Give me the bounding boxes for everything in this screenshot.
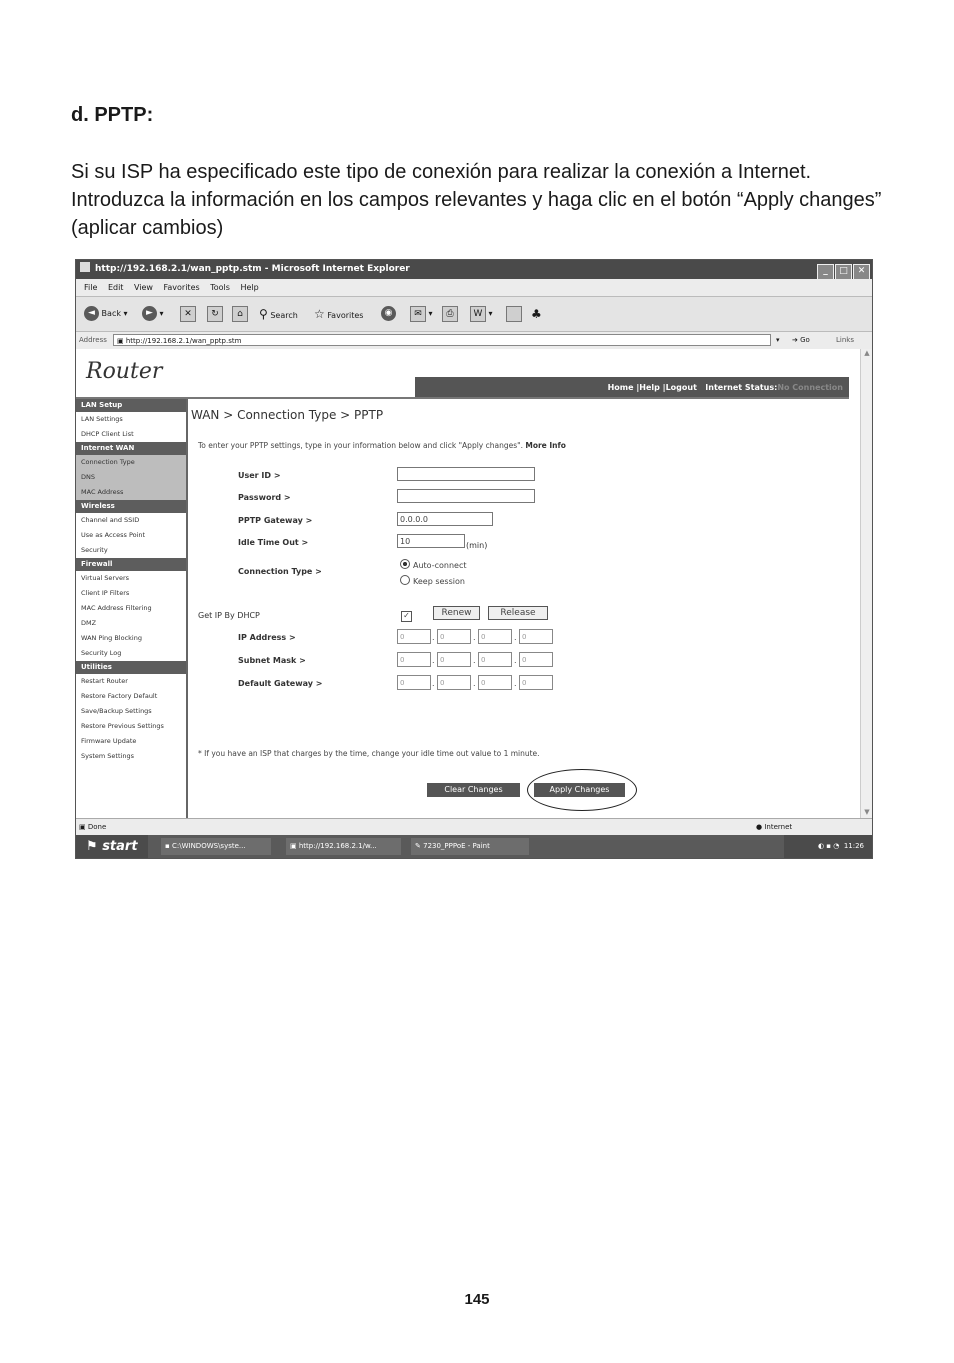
edit-button[interactable]: W ▾ — [470, 305, 493, 323]
idle-time-input[interactable]: 10 — [397, 534, 465, 548]
maximize-icon[interactable]: □ — [835, 264, 852, 280]
scroll-down-icon[interactable]: ▼ — [864, 808, 870, 816]
close-icon[interactable]: ✕ — [853, 264, 870, 280]
clear-changes-button[interactable]: Clear Changes — [427, 783, 520, 797]
status-text: Done — [87, 823, 107, 831]
menu-tools[interactable]: Tools — [210, 283, 230, 292]
home-icon: ⌂ — [232, 306, 248, 322]
stop-button[interactable] — [180, 305, 196, 323]
window-title: http://192.168.2.1/wan_pptp.stm - Microsoft Internet Explorer — [95, 264, 410, 274]
media-icon: ◉ — [381, 306, 396, 321]
menu-view[interactable]: View — [133, 283, 153, 292]
sidebar-item[interactable]: Client IP Filters — [81, 589, 130, 597]
sidebar-item[interactable]: Connection Type — [76, 455, 186, 470]
address-label: Address — [79, 336, 107, 344]
dhcp-checkbox[interactable]: ✓ — [401, 611, 412, 622]
internet-status-value: No Connection — [777, 383, 843, 392]
search-button[interactable]: ⚲ Search — [259, 307, 298, 321]
sidebar-section-header: LAN Setup — [76, 399, 186, 412]
mail-button[interactable]: ✉ ▾ — [410, 305, 433, 323]
sidebar-item[interactable]: DMZ — [81, 619, 97, 627]
internet-status-label: Internet Status: — [705, 383, 778, 392]
media-button[interactable] — [381, 305, 396, 323]
instructions: To enter your PPTP settings, type in your information below and click "Apply changes". More Info — [198, 441, 566, 450]
menu-help[interactable]: Help — [240, 283, 259, 292]
mask-octet-1[interactable]: 0 — [397, 652, 431, 667]
sidebar-item[interactable]: Restart Router — [81, 677, 128, 685]
clock: 11:26 — [843, 842, 864, 850]
sidebar-item[interactable]: Save/Backup Settings — [81, 707, 152, 715]
sidebar-item[interactable]: WAN Ping Blocking — [81, 634, 142, 642]
forward-arrow-icon: ► — [142, 306, 157, 321]
sidebar-section-header: Utilities — [76, 661, 186, 674]
back-button[interactable]: ◄ Back ▾ — [84, 305, 128, 323]
idle-footnote: * If you have an ISP that charges by the time, change your idle time out value to 1 minute. — [198, 749, 540, 758]
sidebar-item[interactable]: DNS — [76, 470, 186, 485]
subnet-mask-label: Subnet Mask > — [238, 656, 306, 665]
star-icon: ☆ — [314, 307, 325, 321]
sidebar-item[interactable]: MAC Address — [76, 485, 186, 500]
go-button[interactable]: ➔ Go — [792, 336, 810, 344]
dhcp-label: Get IP By DHCP — [198, 611, 260, 620]
windows-flag-icon: ⚑ — [86, 839, 98, 854]
address-bar — [76, 331, 872, 349]
print-button[interactable] — [442, 305, 458, 323]
idle-time-label: Idle Time Out > — [238, 538, 309, 547]
page-done-icon: ▣ — [79, 823, 86, 831]
scroll-up-icon[interactable]: ▲ — [864, 349, 870, 357]
top-nav — [415, 377, 849, 397]
forward-button[interactable]: ► ▾ — [142, 305, 164, 323]
more-info-link[interactable]: More Info — [525, 441, 566, 450]
refresh-button[interactable] — [207, 305, 223, 323]
sidebar-item[interactable]: LAN Settings — [81, 415, 123, 423]
minimize-icon[interactable]: _ — [817, 264, 834, 280]
mask-octet-2[interactable]: 0 — [437, 652, 471, 667]
sidebar-section-header: Firewall — [76, 558, 186, 571]
intro-paragraph: Si su ISP ha especificado este tipo de conexión para realizar la conexión a Internet. Introduzca la información en los campos relevantes y haga clic en el botón “Apply changes” (aplicar cambios) — [71, 161, 882, 239]
globe-icon: ● — [756, 823, 763, 831]
start-button[interactable]: ⚑ start — [76, 835, 148, 858]
sidebar — [76, 399, 188, 818]
discuss-icon — [506, 306, 522, 322]
page-title: WAN > Connection Type > PPTP — [191, 408, 384, 422]
window-titlebar — [76, 260, 872, 279]
connection-type-label: Connection Type > — [238, 567, 322, 576]
browser-icon: ▣ — [290, 842, 297, 850]
discuss-button[interactable] — [506, 305, 522, 323]
sidebar-item[interactable]: MAC Address Filtering — [81, 604, 152, 612]
ip-octet-2[interactable]: 0 — [437, 629, 471, 644]
menu-edit[interactable]: Edit — [107, 283, 124, 292]
section-heading: d. PPTP: — [71, 104, 154, 126]
menu-bar — [76, 279, 872, 296]
release-button[interactable]: Release — [488, 606, 548, 620]
task-cmd[interactable]: ▪ C:\WINDOWS\syste... — [161, 838, 271, 855]
address-input[interactable]: ▣ http://192.168.2.1/wan_pptp.stm — [113, 334, 771, 346]
ie-icon — [80, 262, 90, 272]
sidebar-item[interactable]: Channel and SSID — [81, 516, 140, 524]
print-icon: ⎙ — [442, 306, 458, 322]
menu-favorites[interactable]: Favorites — [163, 283, 200, 292]
browser-screenshot — [75, 259, 873, 859]
internet-zone: ● Internet — [756, 823, 793, 831]
idle-time-unit: (min) — [466, 541, 488, 550]
cmd-icon: ▪ — [165, 842, 170, 850]
go-arrow-icon: ➔ — [792, 336, 798, 344]
sidebar-item[interactable]: Virtual Servers — [81, 574, 130, 582]
address-dropdown-icon[interactable]: ▾ — [776, 336, 780, 344]
ip-octet-3[interactable]: 0 — [478, 629, 512, 644]
renew-button[interactable]: Renew — [433, 606, 480, 620]
toolbar — [76, 296, 872, 331]
system-tray — [784, 835, 872, 858]
menu-file[interactable]: File — [84, 283, 98, 292]
page-number: 145 — [464, 1291, 490, 1308]
password-label: Password > — [238, 493, 291, 502]
tray-icons: ◐ ▪ ◔ — [817, 842, 840, 850]
content-area: WAN > Connection Type > PPTP To enter your PPTP settings, type in your information below and click "Apply changes". More Info User ID > Password > PPTP Gateway > 0.0.0.0 Idle Time Out > 10 (min) Connection Type > Auto-connect Keep session Get IP By DHCP ✓ Renew Release IP Address > 0 . 0 . 0 . 0 Subnet Mask > 0 . 0 . 0 . 0 Default Gateway > 0 . 0 . 0 . 0 * If you have an ISP that charges by the time, change your idle time out value to 1 minute. Clear Changes Apply Changes — [188, 399, 848, 818]
home-button[interactable] — [232, 305, 248, 323]
back-arrow-icon: ◄ — [84, 306, 99, 321]
links-button[interactable]: Links — [836, 336, 854, 344]
user-id-input[interactable] — [397, 467, 535, 481]
sidebar-item[interactable]: Security — [81, 546, 108, 554]
keep-session-radio[interactable]: Keep session — [400, 575, 465, 586]
messenger-icon: ♣ — [531, 307, 542, 321]
mask-octet-3[interactable]: 0 — [478, 652, 512, 667]
page-icon: ▣ — [117, 337, 124, 345]
user-id-label: User ID > — [238, 471, 281, 480]
ip-address-label: IP Address > — [238, 633, 296, 642]
taskbar — [76, 835, 872, 858]
mask-octet-4[interactable]: 0 — [519, 652, 553, 667]
refresh-icon: ↻ — [207, 306, 223, 322]
paint-icon: ✎ — [415, 842, 421, 850]
gateway-octet-3[interactable]: 0 — [478, 675, 512, 690]
sidebar-item[interactable]: Restore Factory Default — [81, 692, 158, 700]
search-icon: ⚲ — [259, 307, 268, 321]
sidebar-item[interactable]: DHCP Client List — [81, 430, 134, 438]
gateway-octet-1[interactable]: 0 — [397, 675, 431, 690]
gateway-octet-2[interactable]: 0 — [437, 675, 471, 690]
vertical-scrollbar[interactable] — [860, 349, 873, 818]
sidebar-item[interactable]: Use as Access Point — [81, 531, 146, 539]
default-gateway-label: Default Gateway > — [238, 679, 323, 688]
task-paint[interactable]: ✎ 7230_PPPoE - Paint — [411, 838, 529, 855]
highlight-ellipse — [527, 769, 637, 811]
messenger-button[interactable] — [531, 305, 542, 323]
web-page — [76, 349, 860, 818]
ip-octet-4[interactable]: 0 — [519, 629, 553, 644]
status-bar — [76, 818, 872, 836]
pptp-gateway-label: PPTP Gateway > — [238, 516, 313, 525]
favorites-button[interactable]: ☆ Favorites — [314, 307, 364, 321]
auto-connect-radio[interactable]: Auto-connect — [400, 559, 467, 570]
gateway-octet-4[interactable]: 0 — [519, 675, 553, 690]
password-input[interactable] — [397, 489, 535, 503]
ip-octet-1[interactable]: 0 — [397, 629, 431, 644]
sidebar-item[interactable]: Security Log — [81, 649, 122, 657]
router-logo: Router — [86, 359, 163, 384]
mail-icon: ✉ — [410, 306, 426, 322]
sidebar-item[interactable]: System Settings — [81, 752, 134, 760]
sidebar-section-header: Wireless — [76, 500, 186, 513]
task-browser[interactable]: ▣ http://192.168.2.1/w... — [286, 838, 401, 855]
apply-changes-button[interactable]: Apply Changes — [534, 783, 625, 797]
pptp-gateway-input[interactable]: 0.0.0.0 — [397, 512, 493, 526]
top-nav-links[interactable]: Home |Help |Logout — [607, 383, 697, 392]
word-icon: W — [470, 306, 486, 322]
sidebar-section-header: Internet WAN — [76, 442, 186, 455]
stop-icon: ✕ — [180, 306, 196, 322]
sidebar-item[interactable]: Restore Previous Settings — [81, 722, 164, 730]
sidebar-item[interactable]: Firmware Update — [81, 737, 137, 745]
